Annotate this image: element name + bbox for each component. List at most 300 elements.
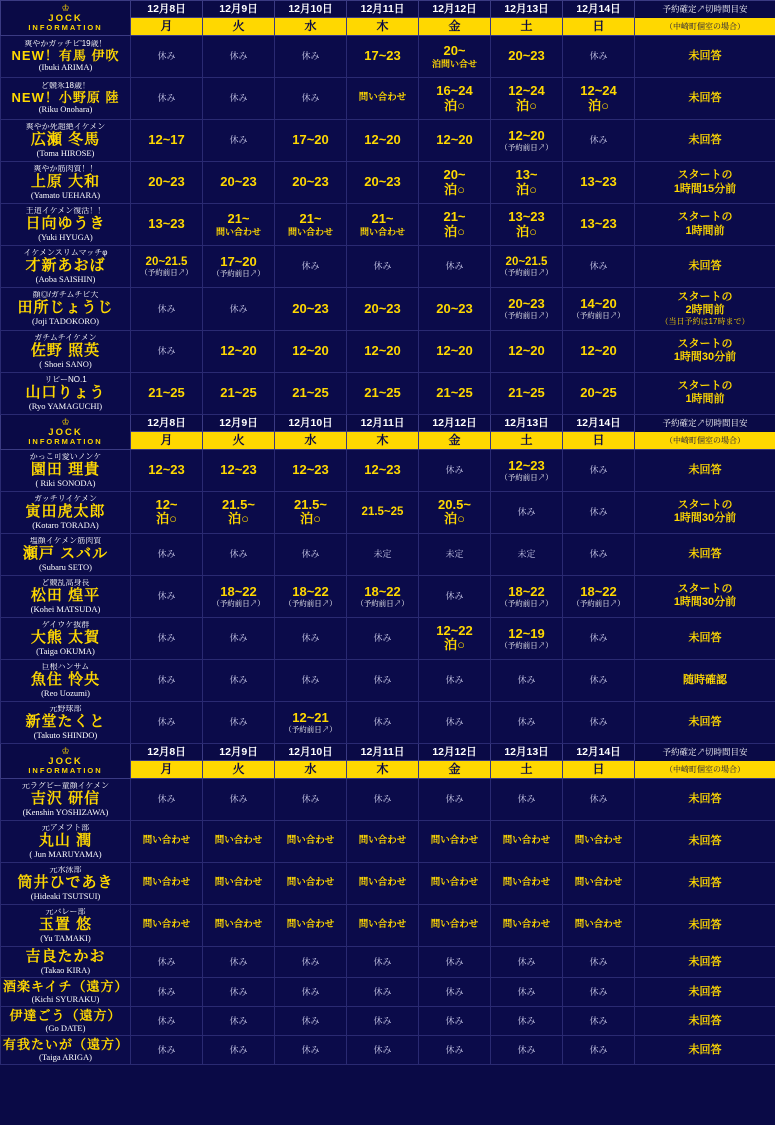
- schedule-slot-day-6[interactable]: [491, 372, 563, 414]
- cast-name-jp: 上原 大和: [30, 172, 101, 190]
- slot-time-line2: 泊○: [156, 511, 177, 527]
- schedule-slot-day-4[interactable]: [347, 372, 419, 414]
- slot-time: 休み: [301, 675, 320, 686]
- schedule-slot-day-7[interactable]: [563, 162, 635, 204]
- schedule-slot-day-1[interactable]: [131, 1036, 203, 1065]
- schedule-slot-day-6[interactable]: [491, 820, 563, 862]
- note-line1: 未回答: [688, 463, 722, 476]
- slot-time: 休み: [229, 717, 248, 728]
- schedule-slot-day-3[interactable]: [275, 246, 347, 288]
- slot-time: 休み: [301, 51, 320, 62]
- schedule-slot-day-2[interactable]: [203, 778, 275, 820]
- cast-name-jp: 吉沢 研信: [30, 789, 101, 807]
- schedule-slot-day-2[interactable]: [203, 372, 275, 414]
- schedule-slot-day-5[interactable]: [419, 120, 491, 162]
- slot-time: 休み: [373, 987, 392, 998]
- schedule-slot-day-2[interactable]: [203, 533, 275, 575]
- schedule-slot-day-1[interactable]: [131, 330, 203, 372]
- schedule-slot-day-4[interactable]: [347, 533, 419, 575]
- schedule-slot-day-1[interactable]: [131, 946, 203, 977]
- schedule-slot-day-5[interactable]: [419, 162, 491, 204]
- note-line1: スタートの: [677, 380, 733, 393]
- schedule-slot-day-3[interactable]: [275, 372, 347, 414]
- schedule-slot-day-4[interactable]: [347, 617, 419, 659]
- cast-tagline: ガチムチイケメン: [34, 333, 97, 342]
- schedule-slot-day-1[interactable]: [131, 36, 203, 78]
- schedule-slot-day-5[interactable]: [419, 778, 491, 820]
- schedule-slot-day-1[interactable]: [131, 904, 203, 946]
- schedule-slot-day-6[interactable]: [491, 78, 563, 120]
- schedule-slot-day-2[interactable]: [203, 946, 275, 977]
- schedule-slot-day-1[interactable]: [131, 617, 203, 659]
- schedule-slot-day-2[interactable]: [203, 162, 275, 204]
- slot-time: 12~23: [220, 462, 257, 477]
- schedule-slot-day-7[interactable]: [563, 778, 635, 820]
- schedule-slot-day-4[interactable]: [347, 162, 419, 204]
- header-date: 12月11日: [347, 744, 418, 761]
- slot-time: 休み: [445, 261, 464, 272]
- header-dow: 金: [419, 18, 490, 35]
- schedule-slot-day-5[interactable]: [419, 449, 491, 491]
- cast-name-cell[interactable]: [1, 162, 131, 204]
- header-dow: 土: [491, 18, 562, 35]
- note-line1: 未回答: [688, 259, 722, 272]
- schedule-slot-day-3[interactable]: [275, 1007, 347, 1036]
- schedule-slot-day-1[interactable]: [131, 246, 203, 288]
- header-note-bottom: （中崎町個室の場合）: [635, 18, 775, 35]
- slot-time: 問い合わせ: [214, 835, 263, 846]
- schedule-slot-day-5[interactable]: [419, 246, 491, 288]
- reservation-note-cell: [635, 120, 775, 162]
- schedule-slot-day-4[interactable]: [347, 946, 419, 977]
- schedule-slot-day-4[interactable]: [347, 330, 419, 372]
- slot-time: 12~21: [292, 709, 329, 725]
- schedule-slot-day-1[interactable]: [131, 449, 203, 491]
- schedule-slot-day-2[interactable]: [203, 246, 275, 288]
- cast-name-jp: NEW！小野原 陸: [11, 89, 120, 105]
- schedule-slot-day-4[interactable]: [347, 778, 419, 820]
- header-date: 12月8日: [131, 1, 202, 18]
- schedule-slot-day-1[interactable]: [131, 978, 203, 1007]
- reservation-note-cell: [635, 330, 775, 372]
- slot-time: 12~: [155, 496, 178, 512]
- schedule-slot-day-1[interactable]: [131, 575, 203, 617]
- schedule-slot-day-3[interactable]: [275, 904, 347, 946]
- cast-name-jp: 園田 理貴: [30, 460, 101, 478]
- slot-time: 12~20: [220, 343, 257, 358]
- cast-name-cell[interactable]: [1, 575, 131, 617]
- slot-time: 20~: [443, 42, 466, 58]
- slot-time: 13~23: [148, 216, 185, 232]
- schedule-slot-day-7[interactable]: [563, 575, 635, 617]
- header-date: 12月11日: [347, 415, 418, 432]
- schedule-slot-day-1[interactable]: [131, 862, 203, 904]
- table-row: [1, 120, 775, 162]
- schedule-slot-day-2[interactable]: [203, 491, 275, 533]
- schedule-slot-day-1[interactable]: [131, 204, 203, 246]
- cast-name-cell[interactable]: [1, 946, 131, 977]
- schedule-slot-day-7[interactable]: [563, 372, 635, 414]
- cast-name-en: (Taiga OKUMA): [36, 645, 95, 656]
- schedule-slot-day-5[interactable]: [419, 862, 491, 904]
- slot-time: 21.5~: [222, 496, 255, 512]
- schedule-slot-day-5[interactable]: [419, 491, 491, 533]
- slot-time: 休み: [157, 717, 176, 728]
- schedule-slot-day-5[interactable]: [419, 533, 491, 575]
- slot-time: 14~20: [580, 296, 617, 312]
- cast-name-cell[interactable]: [1, 533, 131, 575]
- schedule-slot-day-1[interactable]: [131, 372, 203, 414]
- cast-tagline: 爽やか死超絶イケメン: [25, 122, 106, 131]
- header-date: 12月10日: [275, 744, 346, 761]
- note-line1: 未回答: [688, 1043, 722, 1056]
- schedule-slot-day-3[interactable]: [275, 449, 347, 491]
- schedule-slot-day-4[interactable]: [347, 246, 419, 288]
- schedule-slot-day-6[interactable]: [491, 904, 563, 946]
- schedule-slot-day-2[interactable]: [203, 120, 275, 162]
- slot-time: 休み: [517, 956, 536, 967]
- schedule-slot-day-2[interactable]: [203, 1036, 275, 1065]
- schedule-slot-day-7[interactable]: [563, 533, 635, 575]
- schedule-slot-day-1[interactable]: [131, 533, 203, 575]
- cast-name-cell[interactable]: [1, 701, 131, 743]
- cast-name-cell[interactable]: [1, 904, 131, 946]
- schedule-slot-day-2[interactable]: [203, 288, 275, 331]
- cast-name-cell[interactable]: [1, 820, 131, 862]
- schedule-slot-day-3[interactable]: [275, 617, 347, 659]
- slot-time: 21~25: [220, 385, 257, 400]
- schedule-slot-day-7[interactable]: [563, 946, 635, 977]
- slot-time: 12~20: [292, 343, 329, 358]
- schedule-slot-day-4[interactable]: [347, 36, 419, 78]
- schedule-slot-day-7[interactable]: [563, 862, 635, 904]
- cast-name-jp: 新堂たくと: [25, 712, 106, 730]
- schedule-slot-day-5[interactable]: [419, 1036, 491, 1065]
- schedule-slot-day-3[interactable]: [275, 978, 347, 1007]
- schedule-slot-day-7[interactable]: [563, 246, 635, 288]
- slot-subnote: 問い合わせ: [287, 226, 333, 237]
- schedule-slot-day-6[interactable]: [491, 946, 563, 977]
- schedule-slot-day-2[interactable]: [203, 449, 275, 491]
- schedule-slot-day-3[interactable]: [275, 1036, 347, 1065]
- note-line2: 1時間30分前: [673, 512, 737, 525]
- header-day-4: [347, 414, 419, 449]
- schedule-slot-day-3[interactable]: [275, 162, 347, 204]
- schedule-slot-day-3[interactable]: [275, 330, 347, 372]
- cast-tagline: ど競乱高身長: [41, 578, 90, 587]
- schedule-slot-day-6[interactable]: [491, 449, 563, 491]
- slot-time: 21~25: [508, 385, 545, 400]
- schedule-slot-day-6[interactable]: [491, 659, 563, 701]
- schedule-slot-day-6[interactable]: [491, 862, 563, 904]
- slot-time: 休み: [373, 1016, 392, 1027]
- schedule-slot-day-7[interactable]: [563, 659, 635, 701]
- schedule-slot-day-7[interactable]: [563, 330, 635, 372]
- schedule-slot-day-7[interactable]: [563, 1036, 635, 1065]
- schedule-slot-day-6[interactable]: [491, 491, 563, 533]
- cast-name-cell[interactable]: [1, 120, 131, 162]
- slot-time: 17~20: [220, 253, 257, 269]
- slot-time: 問い合わせ: [430, 835, 479, 846]
- schedule-slot-day-1[interactable]: [131, 78, 203, 120]
- schedule-slot-day-6[interactable]: [491, 288, 563, 331]
- schedule-slot-day-6[interactable]: [491, 617, 563, 659]
- schedule-slot-day-3[interactable]: [275, 946, 347, 977]
- schedule-slot-day-2[interactable]: [203, 330, 275, 372]
- schedule-slot-day-1[interactable]: [131, 778, 203, 820]
- header-note-bottom: （中崎町個室の場合）: [635, 432, 775, 449]
- schedule-slot-day-5[interactable]: [419, 617, 491, 659]
- slot-time: 20~25: [580, 385, 617, 400]
- schedule-slot-day-5[interactable]: [419, 36, 491, 78]
- schedule-slot-day-3[interactable]: [275, 659, 347, 701]
- cast-name-cell[interactable]: [1, 659, 131, 701]
- schedule-slot-day-4[interactable]: [347, 1007, 419, 1036]
- slot-time: 休み: [157, 303, 176, 314]
- slot-time: 休み: [373, 1045, 392, 1056]
- schedule-slot-day-1[interactable]: [131, 162, 203, 204]
- slot-time: 休み: [301, 987, 320, 998]
- schedule-slot-day-2[interactable]: [203, 36, 275, 78]
- header-date: 12月11日: [347, 1, 418, 18]
- header-day-2: [203, 743, 275, 778]
- schedule-slot-day-2[interactable]: [203, 1007, 275, 1036]
- slot-subnote: （予約前日↗）: [500, 598, 553, 608]
- schedule-slot-day-6[interactable]: [491, 204, 563, 246]
- cast-name-en: (Joji TADOKORO): [32, 316, 99, 327]
- slot-time: 休み: [157, 794, 176, 805]
- slot-time-line2: 泊○: [228, 511, 249, 527]
- schedule-slot-day-3[interactable]: [275, 36, 347, 78]
- cast-name-cell[interactable]: [1, 246, 131, 288]
- schedule-slot-day-5[interactable]: [419, 288, 491, 331]
- schedule-slot-day-3[interactable]: [275, 120, 347, 162]
- cast-name-cell[interactable]: [1, 1007, 131, 1036]
- schedule-slot-day-4[interactable]: [347, 120, 419, 162]
- slot-time: 休み: [589, 717, 608, 728]
- slot-time: 21.5~25: [361, 505, 404, 518]
- schedule-slot-day-2[interactable]: [203, 904, 275, 946]
- schedule-slot-day-1[interactable]: [131, 659, 203, 701]
- schedule-slot-day-1[interactable]: [131, 1007, 203, 1036]
- schedule-slot-day-1[interactable]: [131, 701, 203, 743]
- slot-time-line2: 泊○: [588, 97, 609, 113]
- schedule-slot-day-6[interactable]: [491, 701, 563, 743]
- cast-name-jp: 才新あおば: [25, 256, 106, 274]
- schedule-slot-day-5[interactable]: [419, 204, 491, 246]
- schedule-slot-day-7[interactable]: [563, 820, 635, 862]
- schedule-slot-day-3[interactable]: [275, 778, 347, 820]
- schedule-slot-day-7[interactable]: [563, 701, 635, 743]
- schedule-slot-day-6[interactable]: [491, 978, 563, 1007]
- schedule-slot-day-5[interactable]: [419, 575, 491, 617]
- schedule-slot-day-3[interactable]: [275, 533, 347, 575]
- schedule-slot-day-6[interactable]: [491, 36, 563, 78]
- table-row: [1, 617, 775, 659]
- schedule-slot-day-6[interactable]: [491, 330, 563, 372]
- schedule-slot-day-1[interactable]: [131, 288, 203, 331]
- schedule-slot-day-3[interactable]: [275, 288, 347, 331]
- note-line1: 随時確認: [683, 673, 727, 686]
- schedule-slot-day-3[interactable]: [275, 575, 347, 617]
- slot-time: 12~23: [364, 462, 401, 477]
- schedule-slot-day-3[interactable]: [275, 862, 347, 904]
- schedule-slot-day-6[interactable]: [491, 533, 563, 575]
- cast-name-cell[interactable]: [1, 372, 131, 414]
- schedule-slot-day-2[interactable]: [203, 862, 275, 904]
- table-row: [1, 778, 775, 820]
- slot-time: 20~23: [292, 174, 329, 190]
- schedule-slot-day-3[interactable]: [275, 491, 347, 533]
- schedule-slot-day-7[interactable]: [563, 617, 635, 659]
- schedule-slot-day-2[interactable]: [203, 820, 275, 862]
- reservation-note-cell: [635, 372, 775, 414]
- slot-time: 休み: [445, 956, 464, 967]
- schedule-slot-day-4[interactable]: [347, 575, 419, 617]
- schedule-slot-day-2[interactable]: [203, 701, 275, 743]
- schedule-slot-day-5[interactable]: [419, 659, 491, 701]
- schedule-slot-day-5[interactable]: [419, 820, 491, 862]
- schedule-slot-day-4[interactable]: [347, 288, 419, 331]
- cast-name-cell[interactable]: [1, 862, 131, 904]
- slot-time: 休み: [589, 507, 608, 518]
- slot-time: 21~: [227, 210, 250, 226]
- schedule-slot-day-4[interactable]: [347, 904, 419, 946]
- schedule-slot-day-5[interactable]: [419, 904, 491, 946]
- schedule-slot-day-5[interactable]: [419, 330, 491, 372]
- crown-icon: ♔: [61, 3, 70, 14]
- slot-time: 12~20: [508, 343, 545, 358]
- schedule-slot-day-4[interactable]: [347, 862, 419, 904]
- cast-name-en: (Subaru SETO): [39, 561, 92, 572]
- schedule-slot-day-1[interactable]: [131, 820, 203, 862]
- cast-name-cell[interactable]: [1, 288, 131, 331]
- schedule-slot-day-7[interactable]: [563, 288, 635, 331]
- schedule-slot-day-7[interactable]: [563, 1007, 635, 1036]
- schedule-slot-day-7[interactable]: [563, 36, 635, 78]
- schedule-slot-day-3[interactable]: [275, 820, 347, 862]
- cast-name-jp: 寅田虎太郎: [25, 502, 106, 520]
- schedule-slot-day-4[interactable]: [347, 491, 419, 533]
- schedule-slot-day-2[interactable]: [203, 575, 275, 617]
- table-row: [1, 1036, 775, 1065]
- schedule-slot-day-2[interactable]: [203, 204, 275, 246]
- schedule-slot-day-5[interactable]: [419, 78, 491, 120]
- schedule-slot-day-4[interactable]: [347, 701, 419, 743]
- cast-name-cell[interactable]: [1, 1036, 131, 1065]
- schedule-slot-day-6[interactable]: [491, 778, 563, 820]
- schedule-slot-day-5[interactable]: [419, 946, 491, 977]
- schedule-slot-day-4[interactable]: [347, 659, 419, 701]
- schedule-slot-day-5[interactable]: [419, 372, 491, 414]
- header-dow: 木: [347, 761, 418, 778]
- schedule-slot-day-2[interactable]: [203, 978, 275, 1007]
- header-dow: 水: [275, 761, 346, 778]
- slot-time: 休み: [229, 51, 248, 62]
- schedule-slot-day-7[interactable]: [563, 120, 635, 162]
- schedule-slot-day-1[interactable]: [131, 491, 203, 533]
- schedule-slot-day-6[interactable]: [491, 120, 563, 162]
- slot-time-line2: 泊○: [516, 97, 537, 113]
- header-dow: 月: [131, 432, 202, 449]
- reservation-note-cell: [635, 659, 775, 701]
- slot-subnote: （予約前日↗）: [572, 598, 625, 608]
- schedule-slot-day-2[interactable]: [203, 78, 275, 120]
- schedule-slot-day-4[interactable]: [347, 1036, 419, 1065]
- schedule-slot-day-2[interactable]: [203, 659, 275, 701]
- slot-time: 休み: [157, 1045, 176, 1056]
- slot-time: 16~24: [436, 82, 473, 98]
- schedule-slot-day-4[interactable]: [347, 978, 419, 1007]
- schedule-slot-day-4[interactable]: [347, 78, 419, 120]
- slot-time: 休み: [229, 987, 248, 998]
- slot-time-line2: 泊○: [444, 97, 465, 113]
- schedule-slot-day-2[interactable]: [203, 617, 275, 659]
- reservation-note-cell: [635, 78, 775, 120]
- slot-time: 休み: [229, 956, 248, 967]
- cast-name-cell[interactable]: [1, 330, 131, 372]
- cast-name-cell[interactable]: [1, 36, 131, 78]
- schedule-slot-day-6[interactable]: [491, 162, 563, 204]
- slot-subnote: （予約前日↗）: [284, 724, 337, 734]
- slot-time: 休み: [589, 261, 608, 272]
- slot-time: 12~22: [436, 622, 473, 638]
- cast-name-cell[interactable]: [1, 204, 131, 246]
- schedule-slot-day-7[interactable]: [563, 78, 635, 120]
- cast-name-cell[interactable]: [1, 778, 131, 820]
- schedule-slot-day-6[interactable]: [491, 1007, 563, 1036]
- slot-subnote: 泊問い合せ: [431, 58, 477, 69]
- schedule-slot-day-7[interactable]: [563, 978, 635, 1007]
- schedule-slot-day-3[interactable]: [275, 78, 347, 120]
- slot-time: 問い合わせ: [142, 919, 191, 930]
- header-day-3: [275, 414, 347, 449]
- schedule-slot-day-5[interactable]: [419, 1007, 491, 1036]
- schedule-slot-day-3[interactable]: [275, 701, 347, 743]
- schedule-slot-day-6[interactable]: [491, 575, 563, 617]
- schedule-slot-day-5[interactable]: [419, 978, 491, 1007]
- cast-name-cell[interactable]: [1, 617, 131, 659]
- schedule-slot-day-4[interactable]: [347, 449, 419, 491]
- slot-time: 12~23: [508, 457, 545, 473]
- slot-time: 問い合わせ: [502, 919, 551, 930]
- logo-cell: [1, 414, 131, 449]
- slot-time: 休み: [445, 1045, 464, 1056]
- schedule-slot-day-1[interactable]: [131, 120, 203, 162]
- slot-time: 12~20: [364, 343, 401, 358]
- slot-time: 休み: [517, 717, 536, 728]
- slot-time: 21.5~: [294, 496, 327, 512]
- schedule-slot-day-7[interactable]: [563, 204, 635, 246]
- schedule-slot-day-4[interactable]: [347, 820, 419, 862]
- schedule-slot-day-7[interactable]: [563, 491, 635, 533]
- schedule-slot-day-6[interactable]: [491, 246, 563, 288]
- schedule-slot-day-6[interactable]: [491, 1036, 563, 1065]
- cast-name-cell[interactable]: [1, 491, 131, 533]
- cast-name-cell[interactable]: [1, 78, 131, 120]
- schedule-slot-day-7[interactable]: [563, 904, 635, 946]
- cast-tagline: リピーNO.1: [44, 375, 87, 384]
- cast-name-cell[interactable]: [1, 449, 131, 491]
- schedule-slot-day-4[interactable]: [347, 204, 419, 246]
- cast-name-cell[interactable]: [1, 978, 131, 1007]
- slot-time: 20~21.5: [505, 255, 548, 268]
- schedule-slot-day-5[interactable]: [419, 701, 491, 743]
- header-date: 12月9日: [203, 1, 274, 18]
- cast-tagline: 元アメフト部: [41, 823, 90, 832]
- schedule-slot-day-7[interactable]: [563, 449, 635, 491]
- schedule-slot-day-3[interactable]: [275, 204, 347, 246]
